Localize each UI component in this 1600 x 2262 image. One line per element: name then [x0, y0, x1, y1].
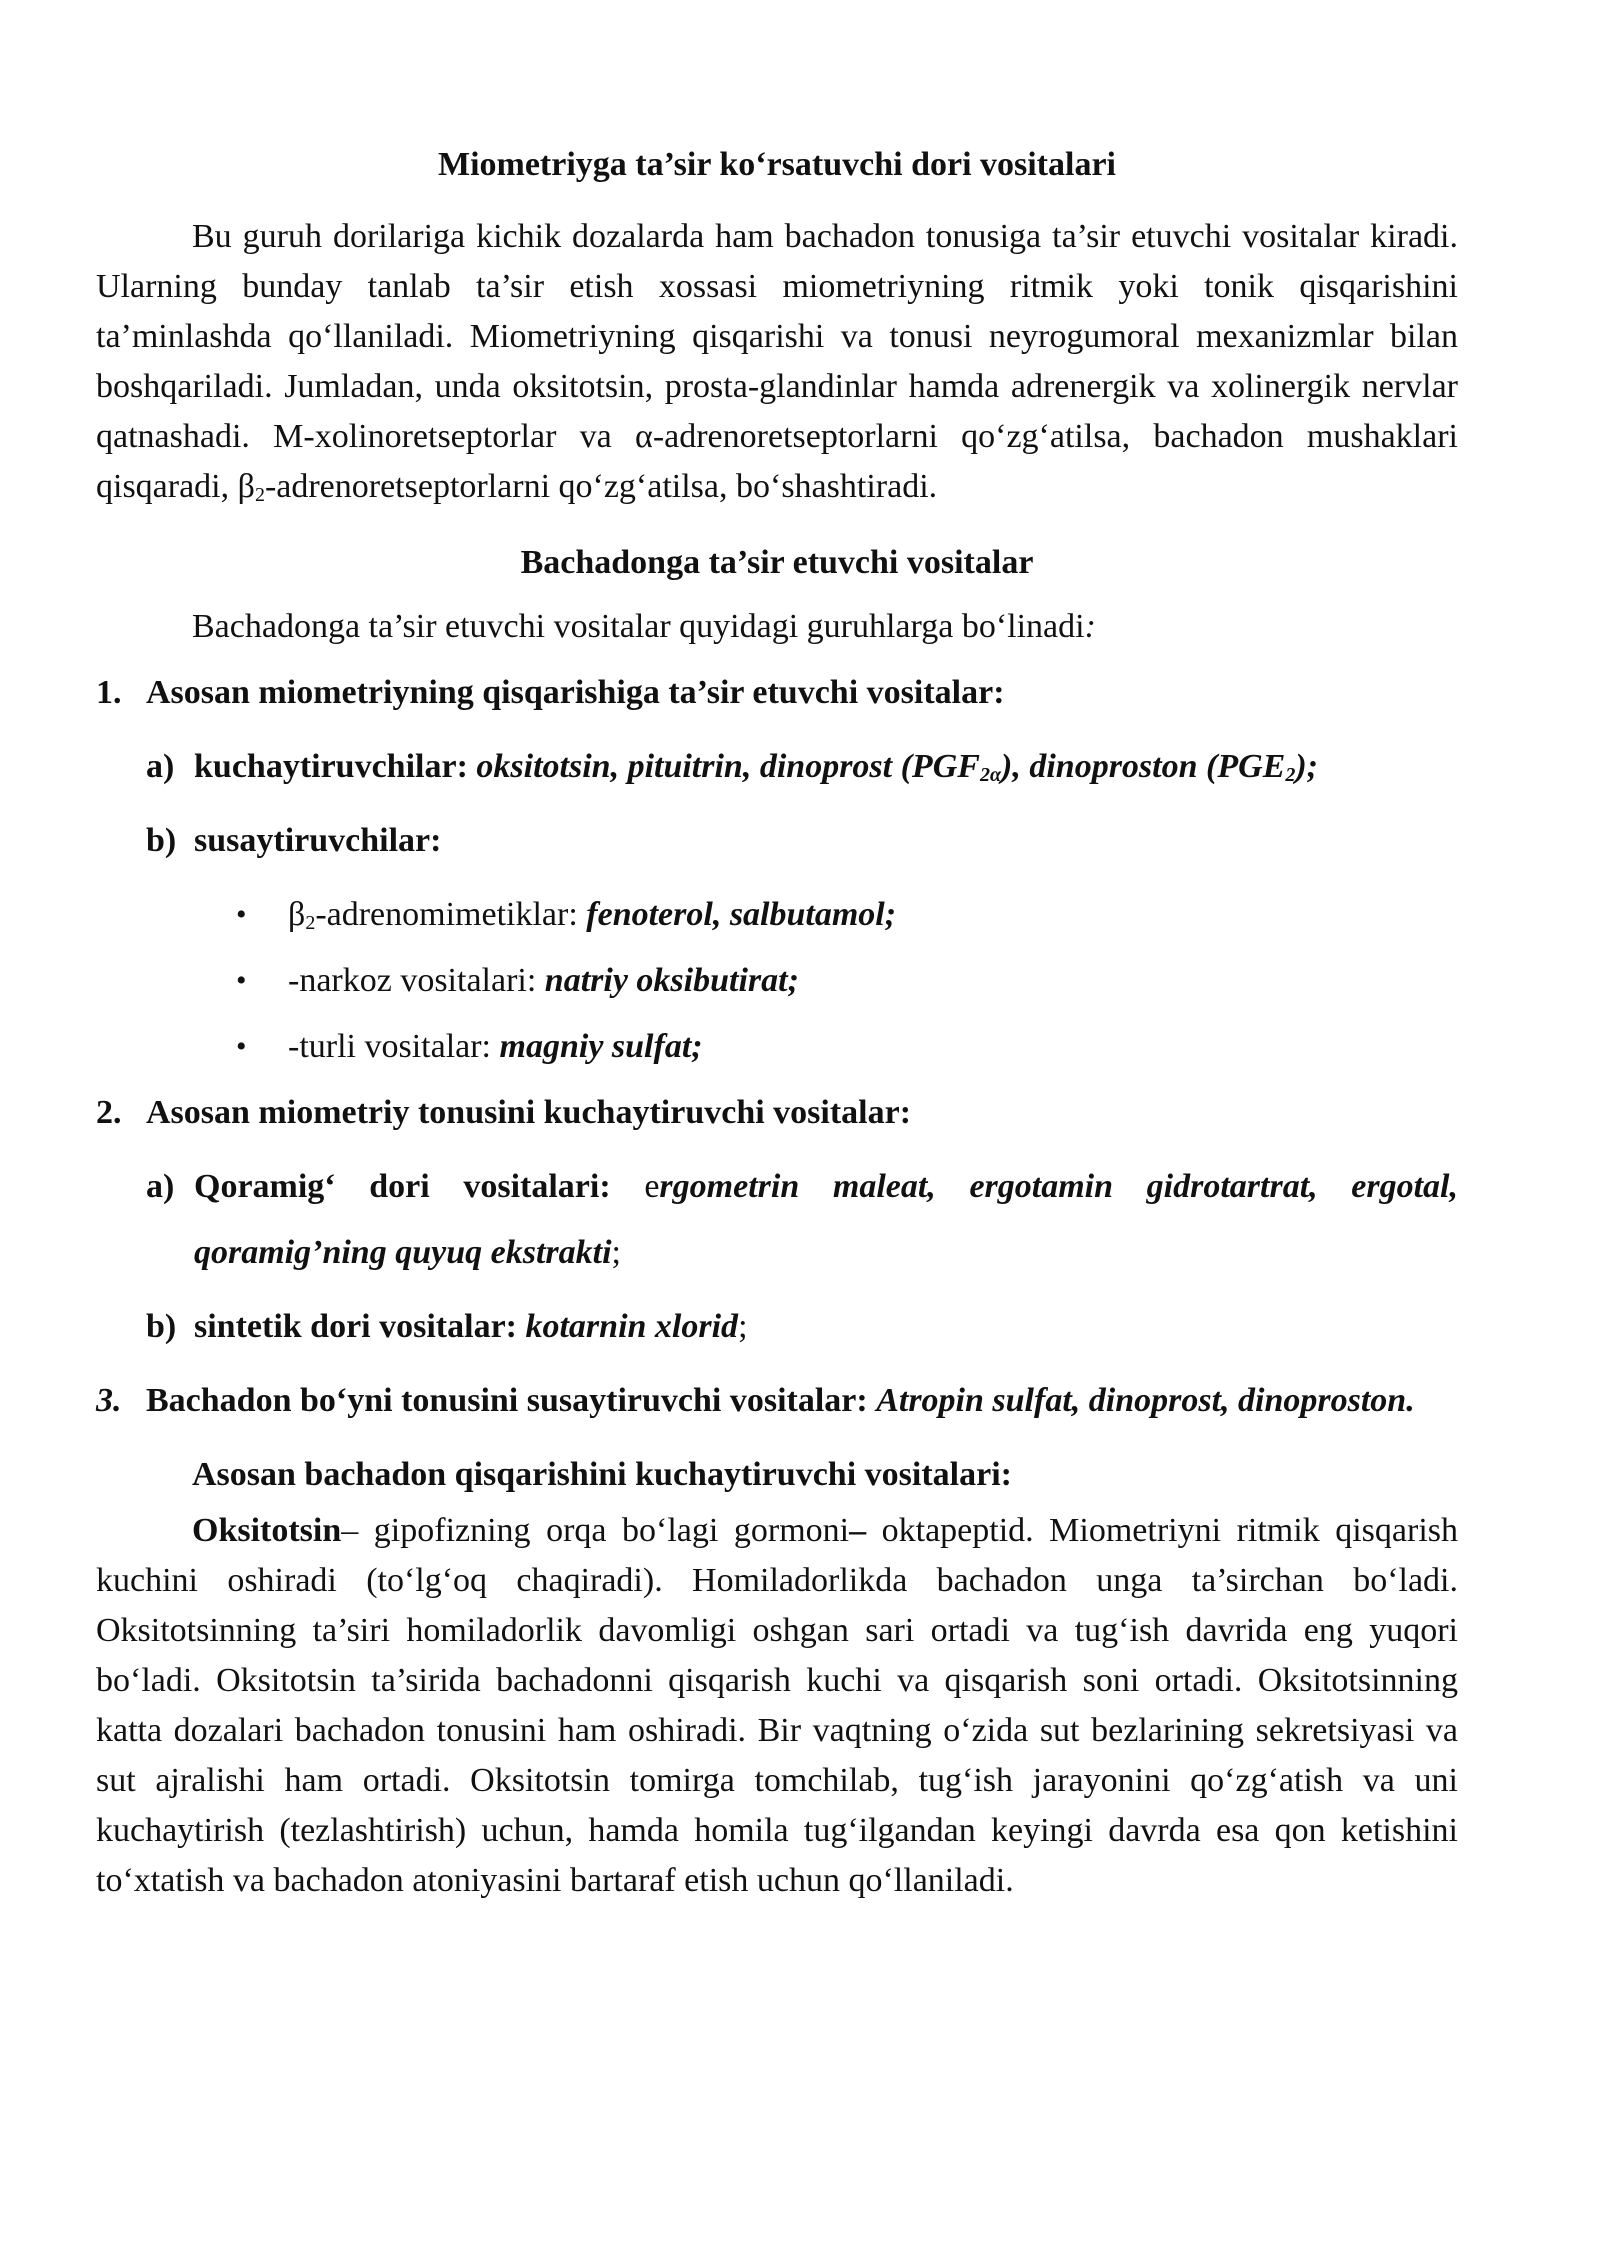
bullet-item-3 — [96, 1022, 1458, 1072]
bullet-item-2 — [96, 956, 1458, 1006]
drug-text-3: ); — [1295, 748, 1318, 785]
oxytocin-dash: – — [849, 1512, 867, 1549]
bullet-drugs: magniy sulfat; — [499, 1028, 703, 1065]
list-number-1: 1. — [96, 674, 122, 711]
drug-list-2a: rgometrin maleat, ergotamin gidrotartrat, ergotal, qoramig’ning quyuq ekstrakti — [194, 1168, 1458, 1271]
bullet-prefix: β — [288, 896, 306, 933]
list-item-3 — [96, 1376, 1458, 1434]
list-item-1a-label: kuchaytiruvchilar: — [194, 748, 477, 785]
bullet-text-1 — [288, 890, 896, 940]
bullet-icon: • — [236, 964, 247, 997]
list-letter-1a: a) — [146, 748, 175, 785]
bullet-text-2 — [288, 956, 799, 1006]
bullet-drugs: fenoterol, salbutamol; — [586, 896, 897, 933]
intro-text-b: -adrenoretseptorlarni qo‘zg‘atilsa, bo‘shashtiradi. — [264, 468, 938, 505]
page-title: Miometriyga ta’sir ko‘rsatuvchi dori vositalari — [437, 146, 1116, 183]
list-item-1-label: Asosan miometriyning qisqarishiga ta’sir etuvchi vositalar: — [146, 674, 1005, 711]
intro-subscript: 2 — [254, 484, 265, 506]
list-item-1b-label: susaytiruvchilar: — [194, 822, 442, 859]
bullet-text-3 — [288, 1022, 703, 1072]
drug-subscript-2: 2 — [1285, 764, 1296, 786]
list-item-2b — [96, 1302, 1458, 1360]
list-letter-1b: b) — [146, 822, 177, 859]
list-item-2 — [96, 1088, 1458, 1146]
lead-colon: : — [1084, 608, 1096, 645]
drug-list-2b: kotarnin xlorid — [525, 1308, 739, 1345]
list-item-2a-label: Qoramig‘ dori vositalari: — [194, 1168, 645, 1205]
bullet-label: -adrenomimetiklar: — [315, 896, 587, 933]
lead-paragraph — [96, 602, 1458, 652]
section-subtitle: Bachadonga ta’sir etuvchi vositalar — [520, 544, 1034, 581]
drug-subscript-1: 2α — [979, 764, 1002, 786]
intro-text-a: Bu guruh dorilariga kichik dozalarda ham bachadon tonusiga ta’sir etuvchi vositalar kiradi. Ularning bunday tanlab ta’sir etish xossasi miometriyning ritmik yoki tonik qisqarishini ta’minlashda qo‘llaniladi. Miometriyning qisqarishi va tonusi neyrogumoral mexanizmlar bilan boshqariladi. Jumladan, unda oksitotsin, prosta-glandinlar hamda adrenergik va xolinergik nervlar qatnashadi. M-xolinoretseptorlar va α-adrenoretseptorlarni qo‘zg‘atilsa, bachadon mushaklari qisqaradi, β — [96, 218, 1458, 505]
list-letter-2a: a) — [146, 1168, 175, 1205]
list-item-3-body — [146, 1368, 1458, 1434]
list-item-2-label: Asosan miometriy tonusini kuchaytiruvchi vositalar: — [146, 1094, 912, 1131]
bullet-icon: • — [236, 1030, 247, 1063]
list-item-1a-body — [194, 734, 1458, 800]
list-item-3-label: Bachadon bo‘yni tonusini susaytiruvchi vositalar: — [146, 1382, 877, 1419]
oxytocin-dash-text: – gipofizning orqa bo‘lagi gormoni — [341, 1512, 850, 1549]
list-item-1 — [96, 668, 1458, 726]
oxytocin-text: oktapeptid. Miometriyni ritmik qisqarish kuchini oshiradi (to‘lg‘oq chaqiradi). Homiladorlikda bachadon unga ta’sirchan bo‘ladi. Oksitotsinning ta’siri homiladorlik davomligi oshgan sari ortadi va tug‘ish davrida eng yuqori bo‘ladi. Oksitotsin ta’sirida bachadonni qisqarish kuchi va qisqarish soni ortadi. Oksitotsinning katta dozalari bachadon tonusini ham oshiradi. Bir vaqtning o‘zida sut bezlarining sekretsiyasi va sut ajralishi ham ortadi. Oksitotsin tomirga tomchilab, tug‘ish jarayonini qo‘zg‘atish va uni kuchaytirish (tezlashtirish) uchun, hamda homila tug‘ilgandan keyingi davrda esa qon ketishini to‘xtatish va bachadon atoniyasini bartaraf etish uchun qo‘llaniladi. — [96, 1512, 1458, 1899]
bullet-label: -narkoz vositalari: — [288, 962, 545, 999]
list-letter-2b: b) — [146, 1308, 177, 1345]
list-item-2a-body — [194, 1154, 1458, 1286]
drug-list-3: Atropin sulfat, dinoprost, dinoproston. — [876, 1382, 1415, 1419]
bullet-drugs: natriy oksibutirat; — [544, 962, 799, 999]
drug-text-1: oksitotsin, pituitrin, dinoprost (PGF — [476, 748, 980, 785]
drug-list-2b-end: ; — [738, 1308, 748, 1345]
drug-list-2a-end: ; — [611, 1234, 621, 1271]
bullet-item-1 — [96, 890, 1458, 940]
intro-paragraph — [96, 212, 1458, 512]
bullet-icon: • — [236, 898, 247, 931]
list-item-1a — [96, 742, 1458, 800]
bullet-label: -turli vositalar: — [288, 1028, 500, 1065]
list-item-2a — [96, 1162, 1458, 1286]
drug-text-2: ), dinoproston (PGE — [1001, 748, 1286, 785]
document-page — [96, 140, 1458, 1906]
list-number-2: 2. — [96, 1094, 122, 1131]
lead-text: Bachadonga ta’sir etuvchi vositalar quyidagi guruhlarga bo‘linadi — [192, 608, 1085, 645]
drug-initial: e — [644, 1168, 660, 1205]
bullet-prefix-subscript: 2 — [305, 912, 316, 934]
oxytocin-term: Oksitotsin — [192, 1512, 342, 1549]
list-number-3: 3. — [96, 1382, 122, 1419]
oxytocin-paragraph — [96, 1506, 1458, 1906]
drug-list-1a — [476, 748, 1318, 785]
section-heading: Asosan bachadon qisqarishini kuchaytiruvchi vositalari: — [192, 1456, 1012, 1493]
list-item-2b-body — [194, 1294, 1458, 1360]
list-item-1b — [96, 816, 1458, 874]
list-item-2b-label: sintetik dori vositalar: — [194, 1308, 526, 1345]
